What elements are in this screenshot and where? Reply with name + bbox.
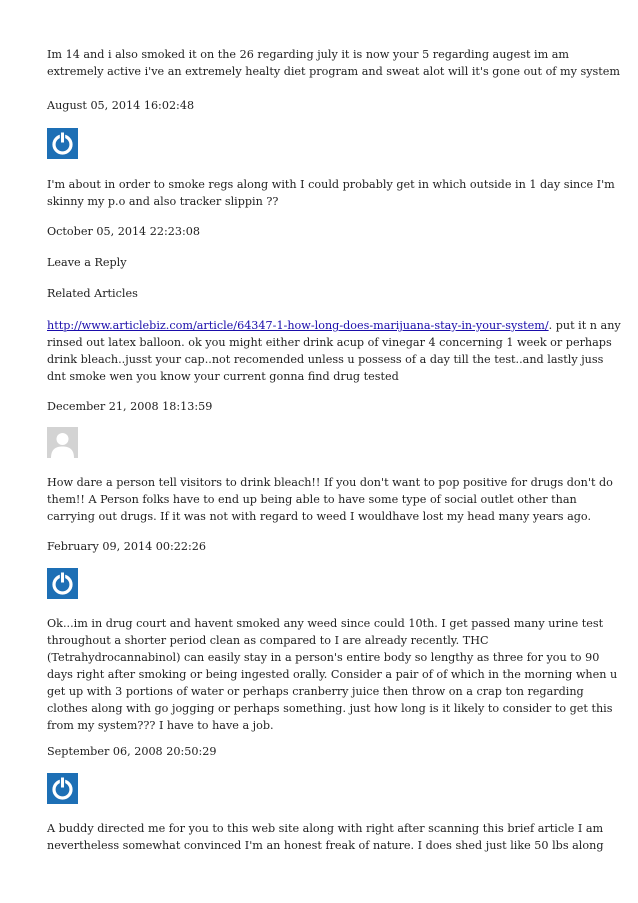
comment-line: drink bleach..jusst your cap..not recomended unless u possess of a day till the test..and lastly juss: [47, 353, 604, 366]
commenter-avatar[interactable]: [47, 773, 78, 804]
comment-line: carrying out drugs. If it was not with regard to weed I wouldhave lost my head many years ago.: [47, 510, 592, 523]
comment-line-rest: . put it n any: [548, 319, 621, 332]
comment-body: [47, 615, 618, 734]
comment-line: skinny my p.o and also tracker slippin ??: [47, 195, 279, 208]
comment-line: nevertheless somewhat convinced I'm an honest freak of nature. I does shed just like 50 lbs along: [47, 839, 604, 852]
commenter-avatar[interactable]: [47, 568, 78, 599]
comment-line: get up with 3 portions of water or perhaps cranberry juice then throw on a crap ton regarding: [47, 685, 584, 698]
comment-line: them!! A Person folks have to end up being able to have some type of social outlet other than: [47, 493, 577, 506]
comment-line: extremely active i've an extremely healty diet program and sweat alot will it's gone out of my system: [47, 65, 621, 78]
commenter-avatar[interactable]: [47, 128, 78, 159]
comment-timestamp: October 05, 2014 22:23:08: [47, 225, 200, 238]
comment-line: rinsed out latex balloon. ok you might either drink acup of vinegar 4 concerning 1 week or perhaps: [47, 336, 612, 349]
comment-body: [47, 176, 615, 210]
comment-line: [47, 317, 621, 334]
comment-line: throughout a shorter period clean as compared to I are already recently. THC: [47, 634, 489, 647]
comment-body: [47, 46, 621, 80]
comment-line: A buddy directed me for you to this web site along with right after scanning this brief article I am: [47, 822, 604, 835]
comment-body: [47, 317, 621, 385]
default-user-icon: [47, 427, 78, 458]
power-icon: [47, 128, 78, 159]
related-articles-heading: Related Articles: [47, 287, 138, 300]
comment-line: dnt smoke wen you know your current gonna find drug tested: [47, 370, 399, 383]
power-icon: [47, 568, 78, 599]
comment-line: clothes along with go jogging or perhaps something. just how long is it likely to consider to get this: [47, 702, 613, 715]
power-icon: [47, 773, 78, 804]
comment-timestamp: September 06, 2008 20:50:29: [47, 745, 217, 758]
comment-line: from my system??? I have to have a job.: [47, 719, 274, 732]
comment-line: (Tetrahydrocannabinol) can easily stay in a person's entire body so lengthy as three for you to 90: [47, 651, 600, 664]
comment-line: days right after smoking or being ingested orally. Consider a pair of of which in the morning when u: [47, 668, 618, 681]
article-link[interactable]: http://www.articlebiz.com/article/64347-1-how-long-does-marijuana-stay-in-your-system/: [47, 319, 549, 332]
comment-line: Im 14 and i also smoked it on the 26 regarding july it is now your 5 regarding augest im am: [47, 48, 570, 61]
leave-reply-heading[interactable]: Leave a Reply: [47, 256, 127, 269]
comment-timestamp: August 05, 2014 16:02:48: [47, 99, 195, 112]
comment-timestamp: December 21, 2008 18:13:59: [47, 400, 213, 413]
comment-line: How dare a person tell visitors to drink bleach!! If you don't want to pop positive for drugs don't do: [47, 476, 613, 489]
comment-body: [47, 474, 613, 525]
commenter-avatar[interactable]: [47, 427, 78, 458]
comment-timestamp: February 09, 2014 00:22:26: [47, 540, 207, 553]
comment-body: [47, 820, 607, 854]
comment-line: Ok...im in drug court and havent smoked any weed since could 10th. I get passed many urine test: [47, 617, 604, 630]
comment-line: I'm about in order to smoke regs along with I could probably get in which outside in 1 day since I'm: [47, 178, 615, 191]
